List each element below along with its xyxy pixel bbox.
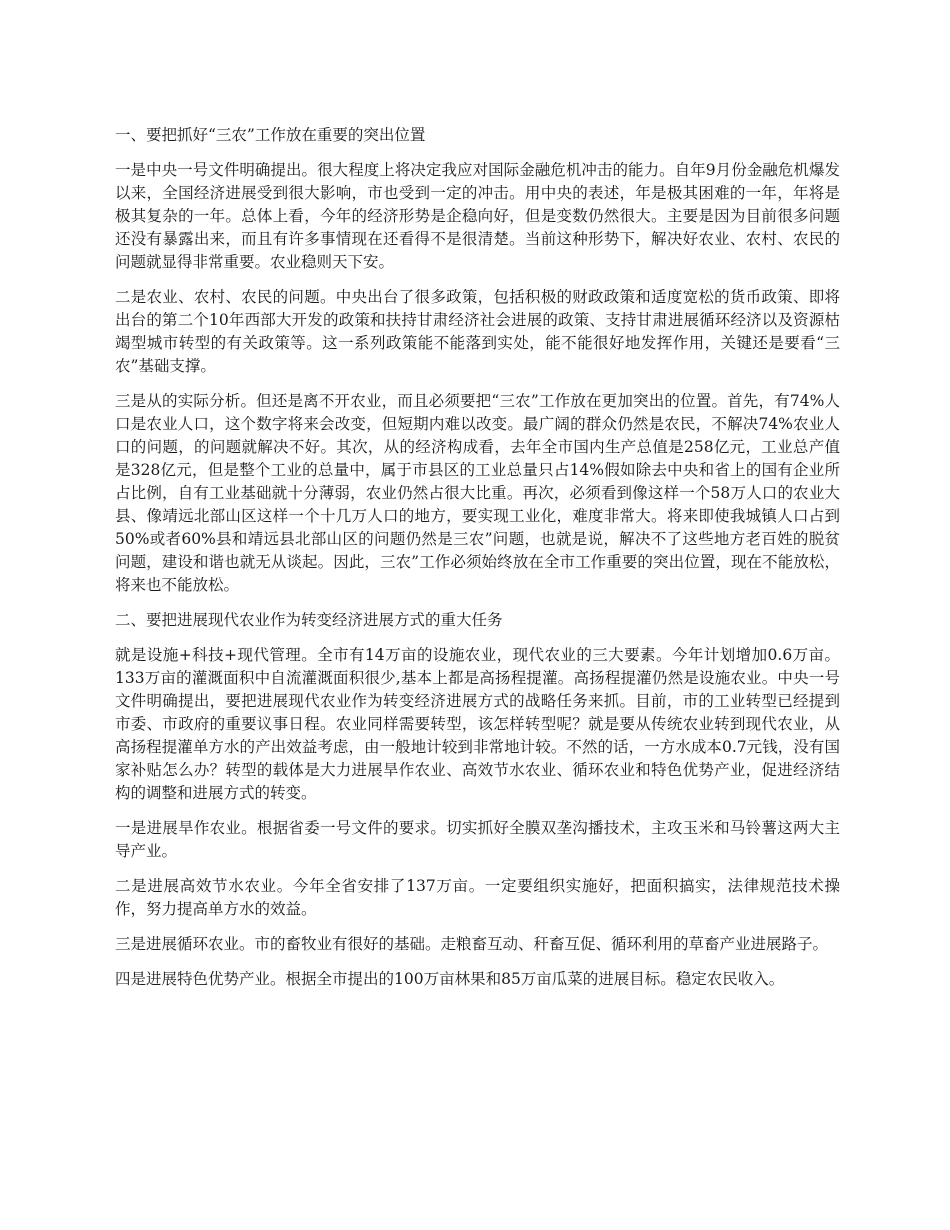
section-2-paragraph-2: 一是进展旱作农业。根据省委一号文件的要求。切实抓好全膜双垄沟播技术，主攻玉米和马铃薯这两大主导产业。 (115, 819, 840, 860)
section-1-paragraph-1: 一是中央一号文件明确提出。很大程度上将决定我应对国际金融危机冲击的能力。自年9月份金融危机爆发以来，全国经济进展受到很大影响，市也受到一定的冲击。用中央的表述，年是极其困难的一年，年将是极其复杂的一年。总体上看，今年的经济形势是企稳向好，但是变数仍然很大。主要是因为目前很多问题还没有暴露出来，而且有许多事情现在还看得不是很清楚。当前这种形势下，解决好农业、农村、农民的问题就显得非常重要。农业稳则天下安。 (115, 161, 840, 271)
section-2-paragraph-4: 三是进展循环农业。市的畜牧业有很好的基础。走粮畜互动、秆畜互促、循环利用的草畜产业进展路子。 (115, 935, 829, 953)
section-2-paragraph-1: 就是设施+科技+现代管理。全市有14万亩的设施农业，现代农业的三大要素。今年计划增加0.6万亩。133万亩的灌溉面积中自流灌溉面积很少,基本上都是高扬程提灌。高扬程提灌仍然是设施农业。中央一号文件明确提出，要把进展现代农业作为转变经济进展方式的战略任务来抓。目前，市的工业转型已经提到市委、市政府的重要议事日程。农业同样需要转型，该怎样转型呢？就是要从传统农业转到现代农业，从高扬程提灌单方水的产出效益考虑，由一般地计较到非常地计较。不然的话，一方水成本0.7元钱，没有国家补贴怎么办？转型的载体是大力进展旱作农业、高效节水农业、循环农业和特色优势产业，促进经济结构的调整和进展方式的转变。 (115, 646, 840, 802)
section-2-paragraph-3: 二是进展高效节水农业。今年全省安排了137万亩。一定要组织实施好，把面积搞实，法律规范技术操作，努力提高单方水的效益。 (115, 877, 840, 918)
section-1-paragraph-2: 二是农业、农村、农民的问题。中央出台了很多政策，包括积极的财政政策和适度宽松的货币政策、即将出台的第二个10年西部大开发的政策和扶持甘肃经济社会进展的政策、支持甘肃进展循环经济以及资源枯竭型城市转型的有关政策等。这一系列政策能不能落到实处，能不能很好地发挥作用，关键还是要看“三农”基础支撑。 (115, 288, 840, 375)
section-1-paragraph-3: 三是从的实际分析。但还是离不开农业，而且必须要把“三农”工作放在更加突出的位置。首先，有74%人口是农业人口，这个数字将来会改变，但短期内难以改变。最广阔的群众仍然是农民，不解决74%农业人口的问题，的问题就解决不好。其次，从的经济构成看，去年全市国内生产总值是258亿元，工业总产值是328亿元，但是整个工业的总量中，属于市县区的工业总量只占14%假如除去中央和省上的国有企业所占比例，自有工业基础就十分薄弱，农业仍然占很大比重。再次，必须看到像这样一个58万人口的农业大县、像靖远北部山区这样一个十几万人口的地方，要实现工业化，难度非常大。将来即使我城镇人口占到50%或者60%县和靖远县北部山区的问题仍然是三农”问题，也就是说，解决不了这些地方老百姓的脱贫问题，建设和谐也就无从谈起。因此，三农”工作必须始终放在全市工作重要的突出位置，现在不能放松，将来也不能放松。 (115, 392, 840, 594)
section-1-heading: 一、要把抓好“三农”工作放在重要的突出位置 (115, 126, 426, 144)
section-2-heading: 二、要把进展现代农业作为转变经济进展方式的重大任务 (115, 611, 503, 629)
section-2-paragraph-5: 四是进展特色优势产业。根据全市提出的100万亩林果和85万亩瓜菜的进展目标。稳定农民收入。 (115, 970, 785, 988)
